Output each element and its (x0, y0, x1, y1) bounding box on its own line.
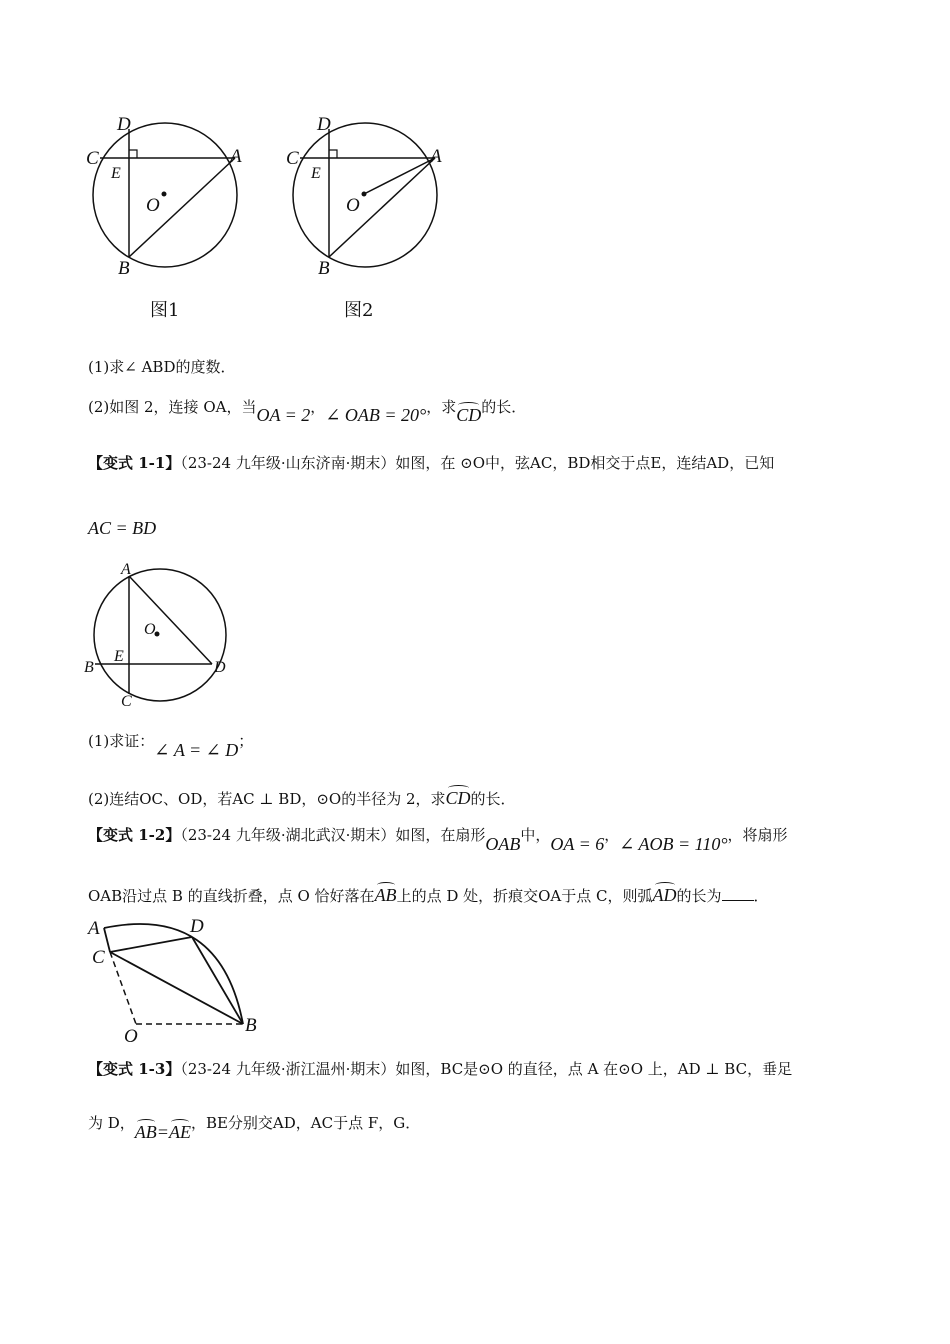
svg-text:A: A (430, 146, 442, 167)
variant13-line2: 为 D，AB=AE，BE分别交AD，AC于点 F，G． (88, 1114, 421, 1142)
variant11-line1: 【变式 1-1】（23-24 九年级·山东济南·期末）如图，在 ⊙O中，弦AC，BD相交于点E，连结AD，已知 (88, 454, 775, 472)
svg-text:O: O (144, 621, 156, 638)
svg-text:O: O (146, 195, 160, 216)
svg-text:E: E (114, 648, 124, 665)
figures-1-2 (80, 110, 460, 325)
svg-text:A: A (88, 918, 100, 939)
arc-ab: AB (374, 885, 397, 905)
svg-text:E: E (311, 165, 321, 182)
problem1-q2: (2)如图 2，连接 OA，当OA = 2，∠ OAB = 20°，求CD的长． (88, 398, 527, 425)
svg-text:D: D (190, 916, 204, 937)
answer-blank[interactable] (722, 900, 754, 901)
figure-2 (286, 114, 442, 279)
arc-ae: AE (168, 1122, 191, 1142)
variant13-line1: 【变式 1-3】（23-24 九年级·浙江温州·期末）如图，BC是⊙O 的直径，点 A 在⊙O 上，AD ⊥ BC，垂足 (88, 1060, 793, 1078)
svg-text:A: A (121, 561, 131, 578)
svg-text:O: O (346, 195, 360, 216)
arc-ab-2: AB (134, 1122, 157, 1142)
svg-text:B: B (318, 258, 330, 279)
svg-text:C: C (92, 947, 105, 968)
svg-text:D: D (214, 659, 226, 676)
figure-variant12 (80, 912, 270, 1047)
svg-text:B: B (84, 659, 94, 676)
svg-text:D: D (317, 114, 331, 135)
arc-ad: AD (652, 885, 677, 905)
svg-text:C: C (286, 148, 299, 169)
svg-text:B: B (245, 1015, 257, 1036)
variant11-line2: AC = BD (88, 518, 157, 538)
figure-1 (86, 114, 242, 279)
problem1-q1: (1)求∠ ABD的度数． (88, 358, 236, 376)
fig1-caption: 图1 (150, 300, 180, 321)
variant11-q1: (1)求证：∠ A = ∠ D； (88, 732, 254, 760)
svg-text:A: A (230, 146, 242, 167)
arc-cd-2: CD (445, 788, 471, 808)
svg-text:C: C (121, 693, 132, 710)
variant12-line2: OAB沿过点 B 的直线折叠，点 O 恰好落在AB上的点 D 处，折痕交OA于点 C，则弧AD的长为 ． (88, 885, 769, 905)
figure-variant11 (78, 558, 238, 710)
svg-text:O: O (124, 1026, 138, 1047)
arc-cd: CD (456, 405, 482, 425)
svg-text:B: B (118, 258, 130, 279)
svg-text:E: E (111, 165, 121, 182)
svg-text:D: D (117, 114, 131, 135)
svg-text:C: C (86, 148, 99, 169)
variant12-line1: 【变式 1-2】（23-24 九年级·湖北武汉·期末）如图，在扇形OAB中，OA = 6，∠ AOB = 110°，将扇形 (88, 826, 788, 854)
variant11-q2: (2)连结OC、OD，若AC ⊥ BD，⊙O的半径为 2，求CD的长． (88, 788, 516, 808)
fig2-caption: 图2 (344, 300, 374, 321)
